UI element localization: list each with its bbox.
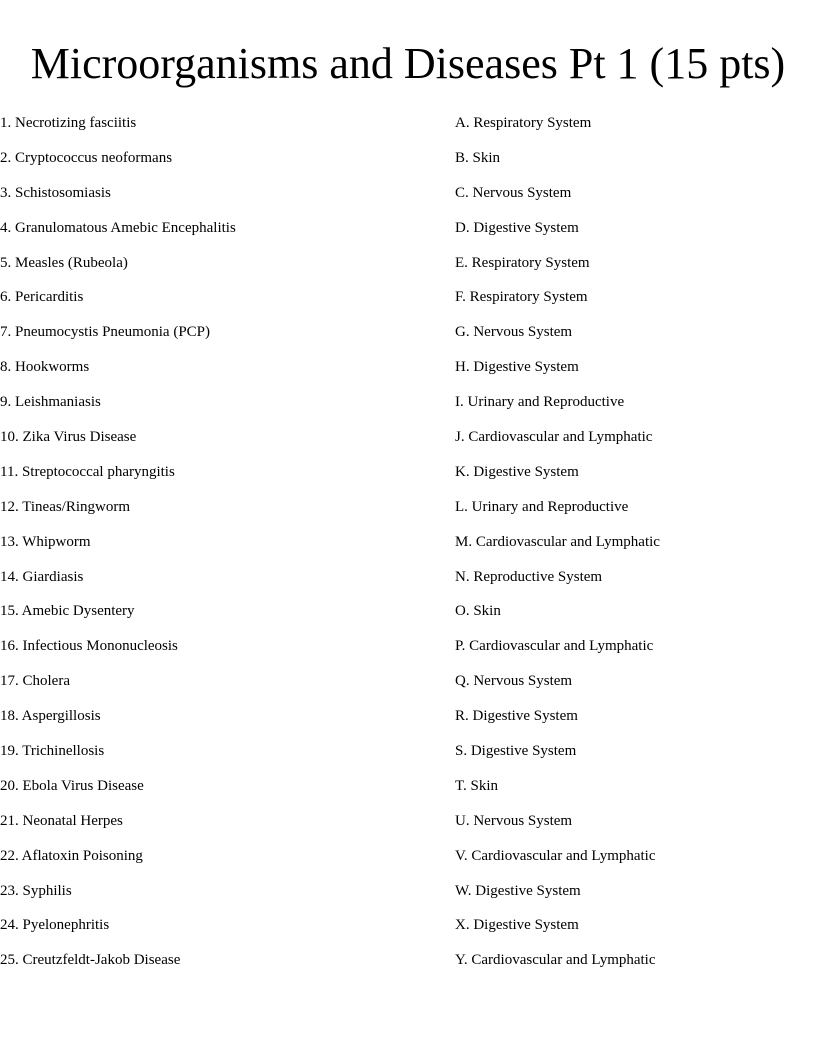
body-system-item: J. Cardiovascular and Lymphatic [455, 429, 653, 446]
matching-row [0, 809, 816, 844]
disease-item: 23. Syphilis [0, 882, 72, 899]
matching-row [0, 251, 816, 286]
matching-row [0, 390, 816, 425]
body-system-item: L. Urinary and Reproductive [455, 498, 629, 515]
matching-row [0, 460, 816, 495]
disease-item: 24. Pyelonephritis [0, 917, 110, 934]
disease-item: 17. Cholera [0, 673, 70, 690]
body-system-item: M. Cardiovascular and Lymphatic [455, 533, 660, 550]
matching-row [0, 879, 816, 914]
body-system-item: N. Reproductive System [455, 568, 603, 585]
matching-row [0, 565, 816, 600]
matching-row [0, 111, 816, 146]
disease-item: 25. Creutzfeldt-Jakob Disease [0, 952, 181, 969]
matching-row [0, 530, 816, 565]
disease-item: 16. Infectious Mononucleosis [0, 638, 178, 655]
matching-row [0, 355, 816, 390]
body-system-item: V. Cardiovascular and Lymphatic [455, 847, 656, 864]
body-system-item: O. Skin [455, 603, 501, 620]
disease-item: 13. Whipworm [0, 533, 91, 550]
body-system-item: W. Digestive System [455, 882, 581, 899]
body-system-item: R. Digestive System [455, 708, 578, 725]
body-system-item: I. Urinary and Reproductive [455, 394, 625, 411]
disease-item: 19. Trichinellosis [0, 743, 105, 760]
disease-item: 18. Aspergillosis [0, 708, 101, 725]
matching-row [0, 216, 816, 251]
body-system-item: E. Respiratory System [455, 254, 590, 271]
matching-row [0, 146, 816, 181]
disease-item: 6. Pericarditis [0, 289, 84, 306]
disease-item: 1. Necrotizing fasciitis [0, 115, 137, 131]
matching-row [0, 774, 816, 809]
matching-row [0, 844, 816, 879]
matching-row [0, 948, 816, 983]
body-system-item: Y. Cardiovascular and Lymphatic [455, 952, 656, 969]
body-system-item: U. Nervous System [455, 812, 573, 829]
matching-row [0, 425, 816, 460]
matching-row [0, 704, 816, 739]
body-system-item: D. Digestive System [455, 219, 579, 236]
body-system-item: Q. Nervous System [455, 673, 573, 690]
body-system-item: B. Skin [455, 149, 501, 166]
body-system-item: K. Digestive System [455, 463, 579, 480]
matching-row [0, 599, 816, 634]
body-system-item: T. Skin [455, 777, 499, 794]
disease-item: 15. Amebic Dysentery [0, 603, 135, 620]
body-system-item: C. Nervous System [455, 184, 572, 201]
matching-row [0, 285, 816, 320]
body-system-item: H. Digestive System [455, 359, 579, 376]
matching-row [0, 913, 816, 948]
disease-item: 12. Tineas/Ringworm [0, 498, 131, 515]
body-system-item: S. Digestive System [455, 743, 577, 760]
matching-row [0, 495, 816, 530]
body-system-item: X. Digestive System [455, 917, 579, 934]
disease-item: 20. Ebola Virus Disease [0, 777, 144, 794]
disease-item: 2. Cryptococcus neoformans [0, 149, 173, 166]
disease-item: 8. Hookworms [0, 359, 90, 376]
disease-item: 14. Giardiasis [0, 568, 84, 585]
disease-item: 11. Streptococcal pharyngitis [0, 463, 175, 480]
disease-item: 9. Leishmaniasis [0, 394, 101, 411]
disease-item: 21. Neonatal Herpes [0, 812, 123, 829]
disease-item: 22. Aflatoxin Poisoning [0, 847, 143, 864]
body-system-item: A. Respiratory System [455, 115, 592, 131]
disease-item: 10. Zika Virus Disease [0, 429, 137, 446]
body-system-item: G. Nervous System [455, 324, 573, 341]
matching-row [0, 181, 816, 216]
disease-item: 5. Measles (Rubeola) [0, 254, 128, 271]
matching-row [0, 634, 816, 669]
matching-row [0, 669, 816, 704]
page-title: Microorganisms and Diseases Pt 1 (15 pts) [30, 39, 786, 88]
matching-list [0, 111, 816, 983]
body-system-item: F. Respiratory System [455, 289, 588, 306]
disease-item: 7. Pneumocystis Pneumonia (PCP) [0, 324, 211, 341]
disease-item: 3. Schistosomiasis [0, 184, 111, 201]
matching-row [0, 739, 816, 774]
disease-item: 4. Granulomatous Amebic Encephalitis [0, 219, 236, 236]
body-system-item: P. Cardiovascular and Lymphatic [455, 638, 654, 655]
matching-row [0, 320, 816, 355]
